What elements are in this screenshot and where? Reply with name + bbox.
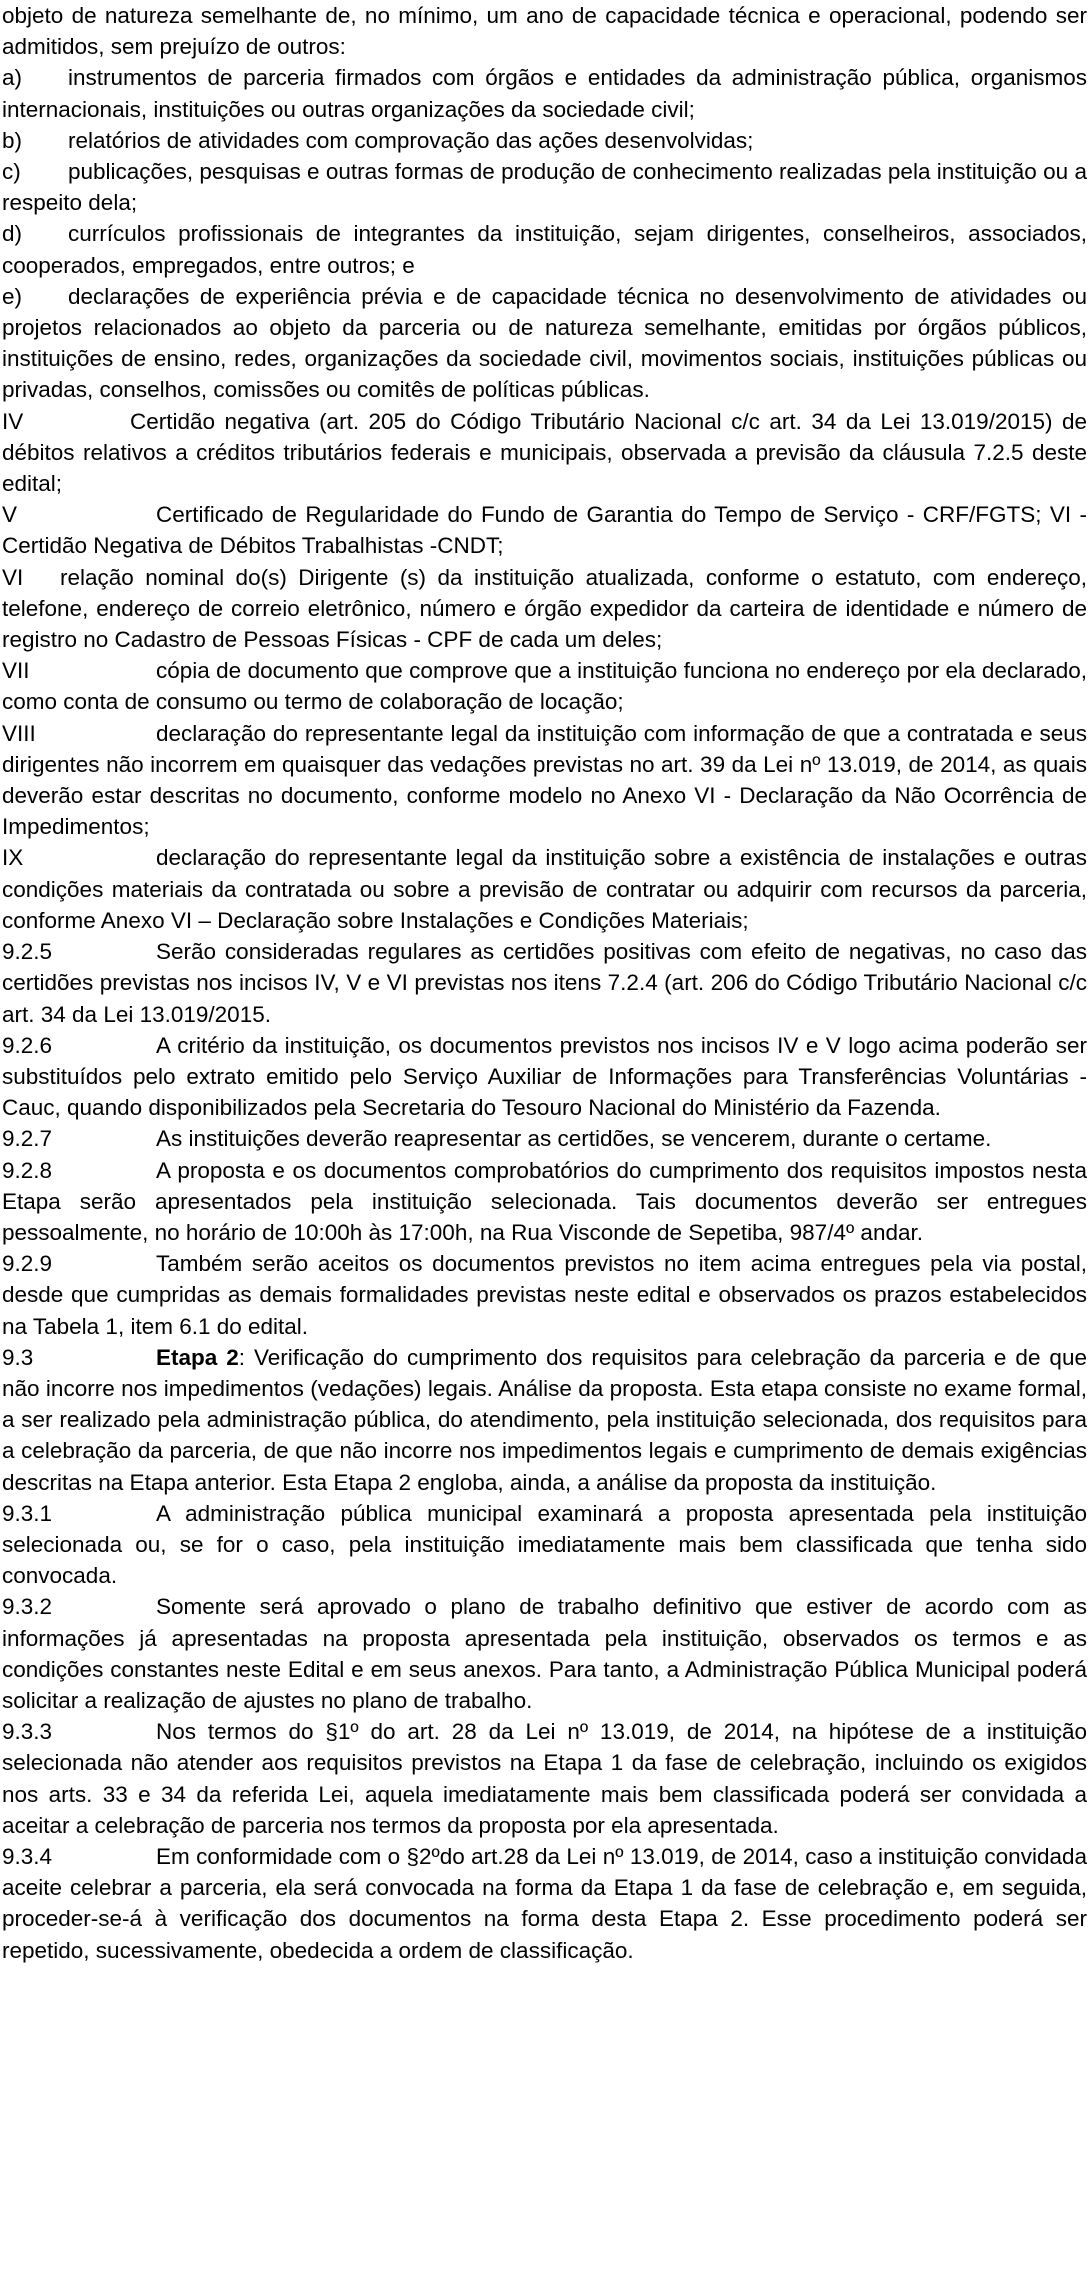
section-number: 9.2.9 xyxy=(2,1251,53,1277)
section-number: 9.3.3 xyxy=(2,1719,53,1745)
item-label: a) xyxy=(2,65,23,91)
paragraph-9-2-9 xyxy=(2,1248,1087,1342)
paragraph-item-c xyxy=(2,156,1087,218)
paragraph-intro xyxy=(2,0,1087,62)
paragraph-inciso-v xyxy=(2,499,1087,561)
paragraph-9-3-3 xyxy=(2,1716,1087,1841)
paragraph-9-3-4 xyxy=(2,1841,1087,1966)
section-number: 9.2.7 xyxy=(2,1126,53,1152)
paragraph-9-2-8 xyxy=(2,1155,1087,1249)
paragraph-text: publicações, pesquisas e outras formas de produção de conhecimento realizadas pela instituição ou a respeito dela; xyxy=(2,159,1087,216)
paragraph-inciso-vii xyxy=(2,655,1087,717)
paragraph-text: Certidão negativa (art. 205 do Código Tributário Nacional c/c art. 34 da Lei 13.019/2015) de débitos relativos a créditos tributários federais e municipais, observada a previsão da cláusula 7.2.5 deste edital; xyxy=(2,408,1087,497)
section-number: 9.2.5 xyxy=(2,939,53,965)
section-number: 9.3.1 xyxy=(2,1500,53,1526)
paragraph-text: Também serão aceitos os documentos previstos no item acima entregues pela via postal, desde que cumpridas as demais formalidades previstas neste edital e observados os prazos estabelecidos na Tabela 1, item 6.1 do edital. xyxy=(2,1251,1087,1339)
paragraph-text: Serão consideradas regulares as certidões positivas com efeito de negativas, no caso das certidões previstas nos incisos IV, V e VI previstas nos itens 7.2.4 (art. 206 do Código Tributário Nacional c/c art. 34 da Lei 13.019/2015. xyxy=(2,939,1087,1027)
paragraph-text: A proposta e os documentos comprobatórios do cumprimento dos requisitos impostos nesta Etapa serão apresentados pela instituição selecionada. Tais documentos deverão ser entregues pessoalmente, no horário de 10:00h às 17:00h, na Rua Visconde de Sepetiba, 987/4º andar. xyxy=(2,1157,1087,1245)
inciso-label: IV xyxy=(2,408,24,434)
paragraph-inciso-iv xyxy=(2,406,1087,500)
paragraph-9-3 xyxy=(2,1342,1087,1498)
paragraph-text: As instituições deverão reapresentar as certidões, se vencerem, durante o certame. xyxy=(156,1126,992,1152)
item-label: e) xyxy=(2,283,23,309)
paragraph-9-3-1 xyxy=(2,1498,1087,1592)
inciso-label: VII xyxy=(2,658,30,684)
item-label: d) xyxy=(2,221,23,247)
inciso-label: VI xyxy=(2,564,24,590)
section-number: 9.2.8 xyxy=(2,1157,53,1183)
paragraph-text: declaração do representante legal da instituição com informação de que a contratada e seus dirigentes não incorrem em quaisquer das vedações previstas no art. 39 da Lei nº 13.019, de 2014, as quais deverão estar descritas no documento, conforme modelo no Anexo VI - Declaração da Não Ocorrência de Impedimentos; xyxy=(2,720,1087,840)
paragraph-text: declaração do representante legal da instituição sobre a existência de instalações e outras condições materiais da contratada ou sobre a previsão de contratar ou adquirir com recursos da parceria, conforme Anexo VI – Declaração sobre Instalações e Condições Materiais; xyxy=(2,845,1087,933)
paragraph-inciso-viii xyxy=(2,718,1087,843)
paragraph-text: relatórios de atividades com comprovação das ações desenvolvidas; xyxy=(68,127,754,153)
paragraph-item-d xyxy=(2,218,1087,280)
paragraph-text: A administração pública municipal examinará a proposta apresentada pela instituição selecionada ou, se for o caso, pela instituição imediatamente mais bem classificada que tenha sido convocada. xyxy=(2,1500,1087,1589)
section-number: 9.2.6 xyxy=(2,1032,53,1058)
paragraph-text: objeto de natureza semelhante de, no mínimo, um ano de capacidade técnica e operacional, podendo ser admitidos, sem prejuízo de outros: xyxy=(2,3,1087,60)
paragraph-text: Somente será aprovado o plano de trabalho definitivo que estiver de acordo com as informações já apresentadas na proposta apresentada pela instituição, observados os termos e as condições constantes neste Edital e em seus anexos. Para tanto, a Administração Pública Municipal poderá solicitar a realização de ajustes no plano de trabalho. xyxy=(2,1594,1087,1713)
paragraph-text: declarações de experiência prévia e de capacidade técnica no desenvolvimento de atividades ou projetos relacionados ao objeto da parceria ou de natureza semelhante, emitidas por órgãos públicos, instituições de ensino, redes, organizações da sociedade civil, movimentos sociais, instituições públicas ou privadas, conselhos, comissões ou comitês de políticas públicas. xyxy=(2,283,1087,403)
section-number: 9.3.2 xyxy=(2,1594,53,1620)
paragraph-text: cópia de documento que comprove que a instituição funciona no endereço por ela declarado, como conta de consumo ou termo de colaboração de locação; xyxy=(2,658,1087,715)
item-label: c) xyxy=(2,159,21,185)
paragraph-item-b xyxy=(2,125,1087,156)
paragraph-9-2-6 xyxy=(2,1030,1087,1124)
paragraph-text: : Verificação do cumprimento dos requisitos para celebração da parceria e de que não incorre nos impedimentos (vedações) legais. Análise da proposta. Esta etapa consiste no exame formal, a ser realizado pela administração pública, do atendimento, pela instituição selecionada, dos requisitos para a celebração da parceria, de que não incorre nos impedimentos legais e cumprimento de demais exigências descritas na Etapa anterior. Esta Etapa 2 engloba, ainda, a análise da proposta da instituição. xyxy=(2,1344,1087,1495)
inciso-label: VIII xyxy=(2,720,36,746)
paragraph-9-2-7 xyxy=(2,1123,1087,1154)
paragraph-item-e xyxy=(2,281,1087,406)
paragraph-text: Nos termos do §1º do art. 28 da Lei nº 13.019, de 2014, na hipótese de a instituição selecionada não atender aos requisitos previstos na Etapa 1 da fase de celebração, incluindo os exigidos nos arts. 33 e 34 da referida Lei, aquela imediatamente mais bem classificada poderá ser convidada a aceitar a celebração de parceria nos termos da proposta por ela apresentada. xyxy=(2,1719,1087,1838)
paragraph-text: Certificado de Regularidade do Fundo de Garantia do Tempo de Serviço - CRF/FGTS; VI - Certidão Negativa de Débitos Trabalhistas -CNDT; xyxy=(2,502,1087,559)
paragraph-text: A critério da instituição, os documentos previstos nos incisos IV e V logo acima poderão ser substituídos pelo extrato emitido pelo Serviço Auxiliar de Informações para Transferências Voluntárias - Cauc, quando disponibilizados pela Secretaria do Tesouro Nacional do Ministério da Fazenda. xyxy=(2,1032,1087,1121)
paragraph-item-a xyxy=(2,62,1087,124)
item-label: b) xyxy=(2,127,23,153)
paragraph-text: Em conformidade com o §2ºdo art.28 da Lei nº 13.019, de 2014, caso a instituição convidada aceite celebrar a parceria, ela será convocada na forma da Etapa 1 da fase de celebração e, em seguida, proceder-se-á à verificação dos documentos na forma desta Etapa 2. Esse procedimento poderá ser repetido, sucessivamente, obedecida a ordem de classificação. xyxy=(2,1843,1087,1963)
paragraph-text: instrumentos de parceria firmados com órgãos e entidades da administração pública, organismos internacionais, instituições ou outras organizações da sociedade civil; xyxy=(2,65,1087,122)
inciso-label: IX xyxy=(2,845,24,871)
paragraph-9-3-2 xyxy=(2,1591,1087,1716)
section-number: 9.3.4 xyxy=(2,1843,53,1869)
inciso-label: V xyxy=(2,502,18,528)
section-heading: Etapa 2 xyxy=(156,1344,239,1370)
paragraph-text: currículos profissionais de integrantes da instituição, sejam dirigentes, conselheiros, associados, cooperados, empregados, entre outros; e xyxy=(2,221,1087,278)
paragraph-inciso-ix xyxy=(2,842,1087,936)
paragraph-9-2-5 xyxy=(2,936,1087,1030)
paragraph-text: relação nominal do(s) Dirigente (s) da instituição atualizada, conforme o estatuto, com endereço, telefone, endereço de correio eletrônico, número e órgão expedidor da carteira de identidade e número de registro no Cadastro de Pessoas Físicas - CPF de cada um deles; xyxy=(2,564,1087,653)
section-number: 9.3 xyxy=(2,1344,34,1370)
paragraph-inciso-vi xyxy=(2,562,1087,656)
